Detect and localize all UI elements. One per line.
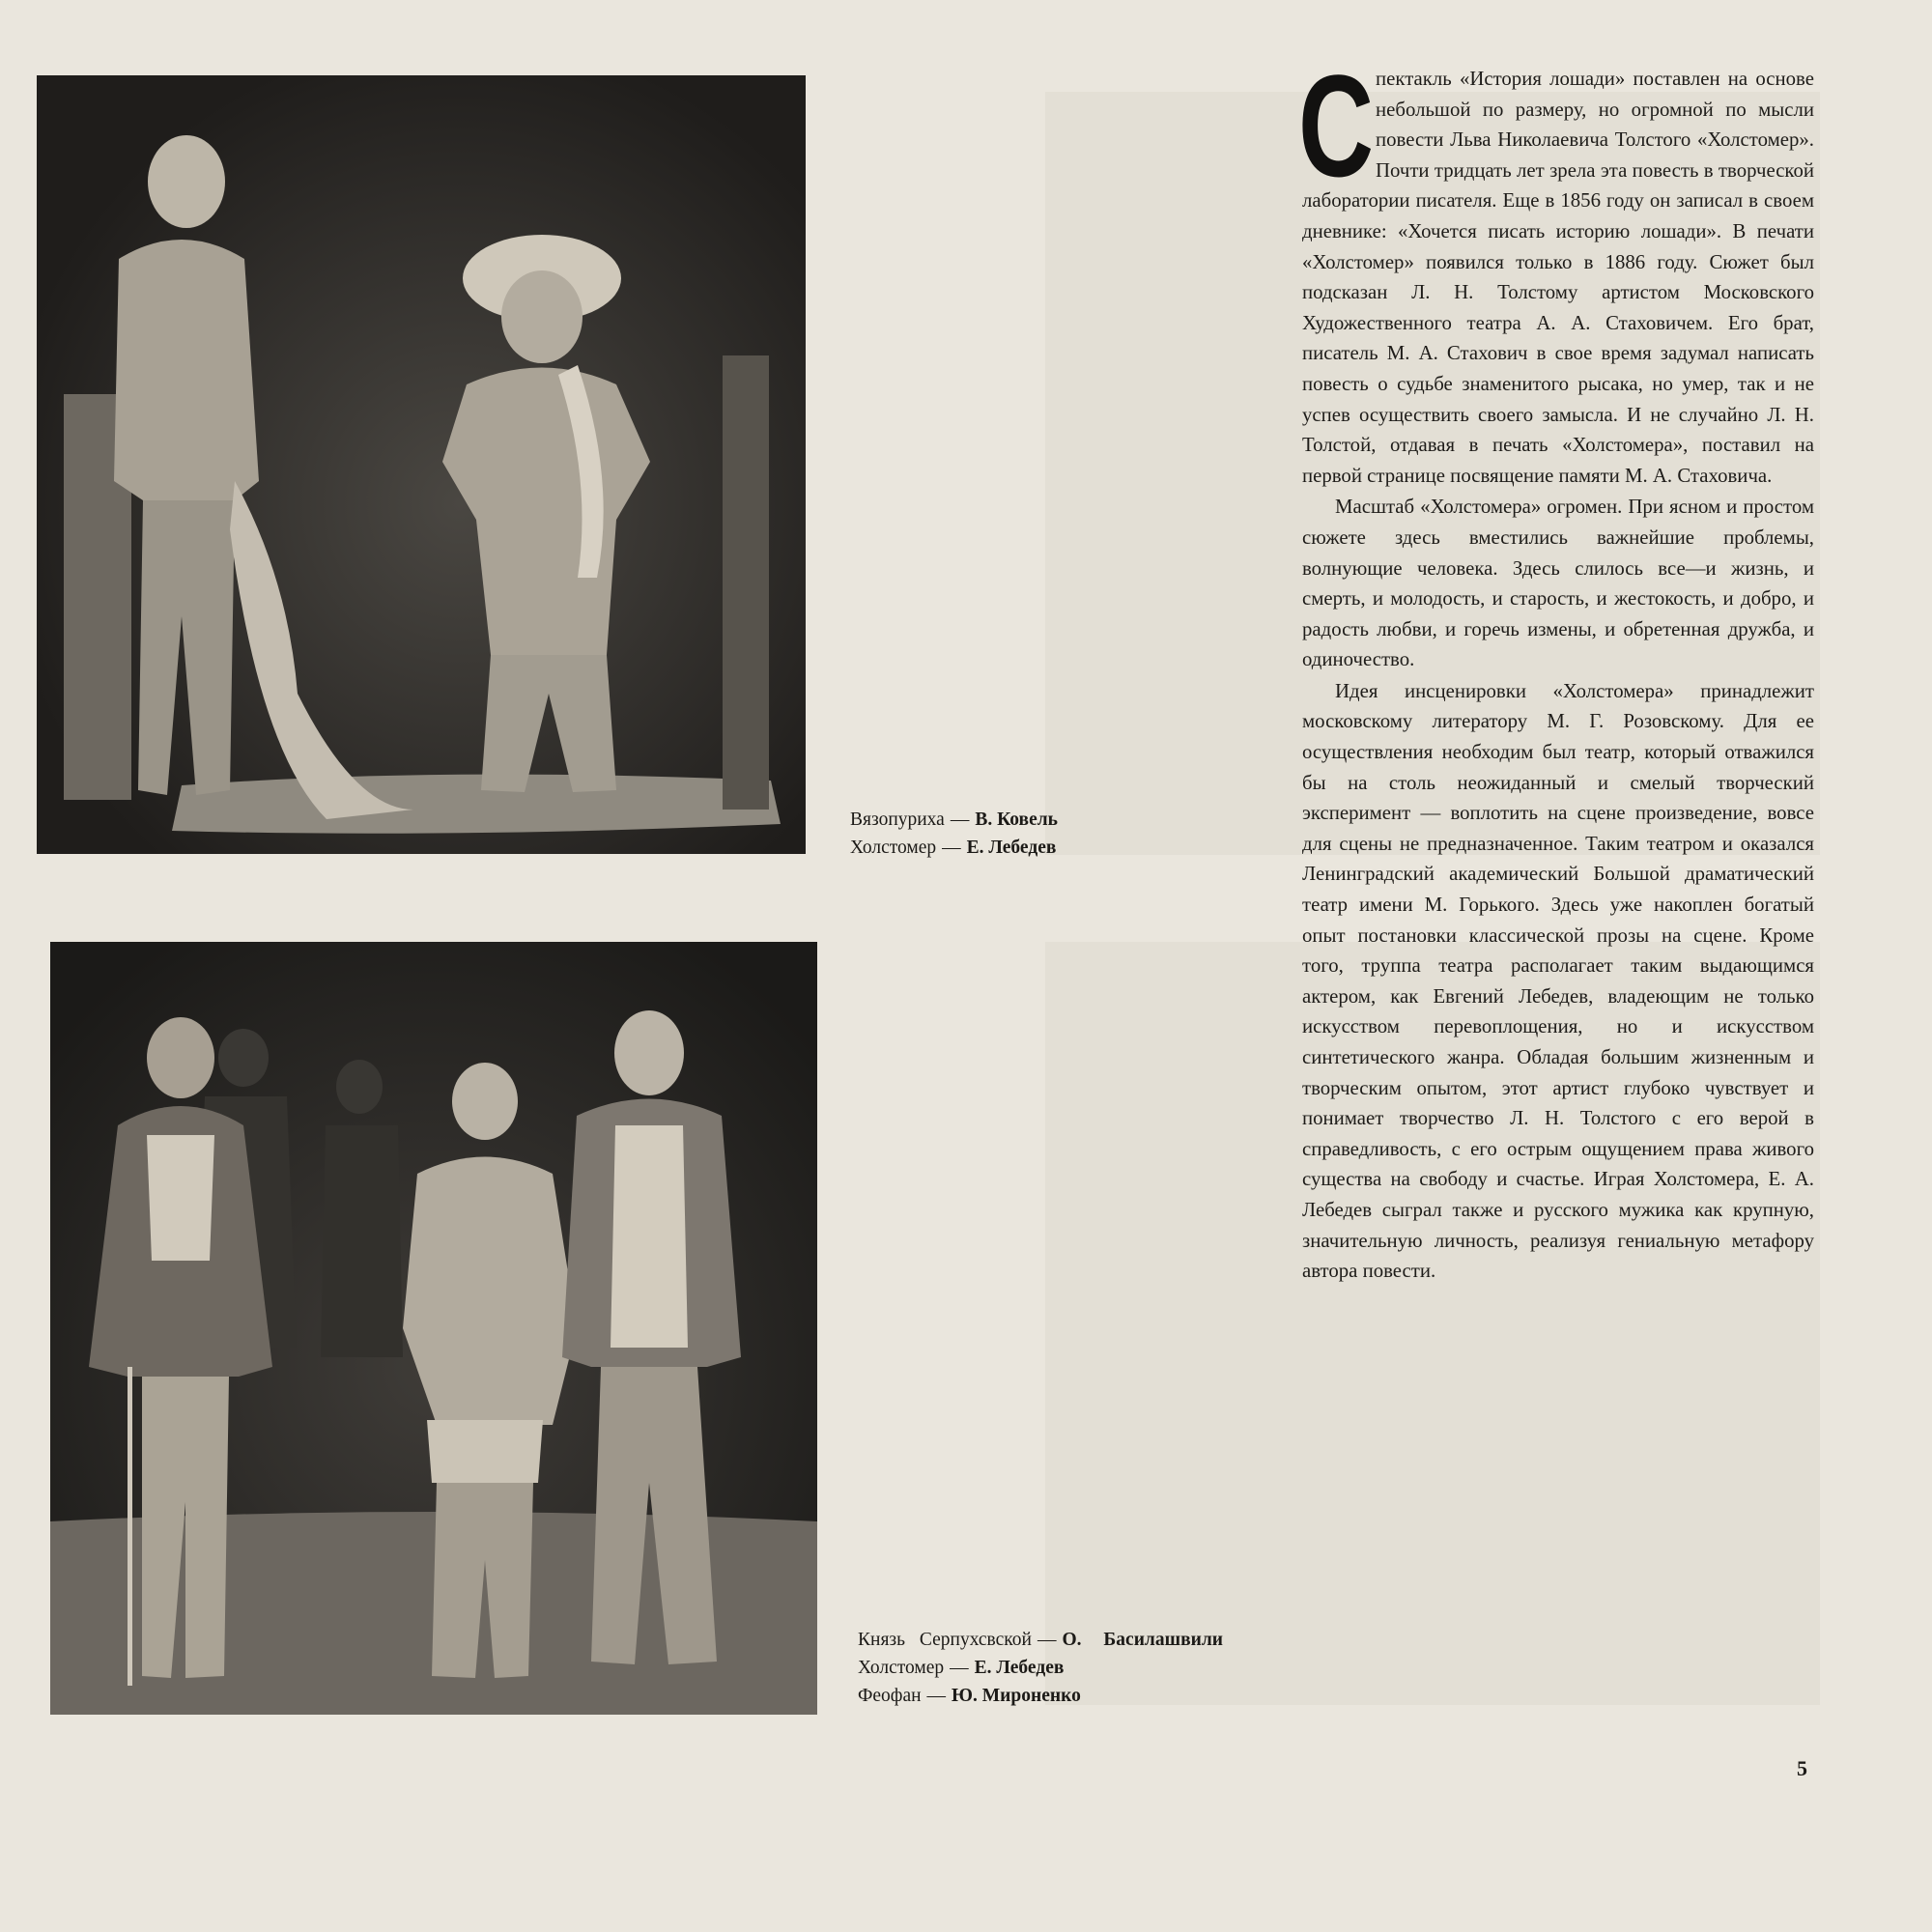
stage-photo-2	[50, 942, 817, 1715]
caption-line	[850, 834, 1198, 862]
caption-line	[858, 1654, 1293, 1682]
article-paragraph-2: Масштаб «Холстомера» огромен. При ясном и простом сюжете здесь вместились важнейшие проблемы, волнующие человека. Здесь слилось все—и жизнь, и смерть, и молодость, и старость, и жестокость, и добро, и радость любви, и горечь измены, и обретенная дружба, и одиночество.	[1302, 496, 1814, 671]
paragraph-1-text: пектакль «История лошади» поставлен на основе небольшой по размеру, но огромной по мысли повести Льва Николаевича Толстого «Холстомер». Почти тридцать лет зрела эта повесть в творческой лаборатории писателя. Еще в 1856 году он записал в своем дневнике: «Хочется писать историю лошади». В печати «Холстомер» появился только в 1886 году. Сюжет был подсказан Л. Н. Толстому артистом Московского Художественного театра А. А. Стаховичем. Его брат, писатель М. А. Стахович в свое время задумал написать повесть о судьбе знаменитого рысака, но умер, так и не успев осуществить своего замысла. И не случайно Л. Н. Толстой, отдавая в печать «Холстомера», поставил на первой странице посвящение памяти М. А. Стаховича.	[1302, 68, 1814, 487]
caption-line	[858, 1626, 1293, 1654]
caption-line	[858, 1682, 1293, 1710]
caption-line	[850, 806, 1198, 834]
caption-role: Князь Серпухсвской	[858, 1630, 1032, 1650]
caption-dash: —	[1037, 1630, 1057, 1650]
page-number: 5	[1797, 1756, 1807, 1780]
caption-role: Вязопуриха	[850, 810, 945, 830]
caption-role: Холстомер	[850, 838, 937, 858]
caption-dash: —	[942, 838, 961, 858]
drop-cap: С	[1298, 44, 1374, 207]
caption-actor: Е. Лебедев	[966, 838, 1057, 858]
stage-photo-1	[37, 75, 806, 854]
caption-actor: О. Басилашвили	[1062, 1630, 1224, 1650]
caption-dash: —	[950, 810, 970, 830]
caption-dash: —	[950, 1658, 969, 1678]
caption-role: Холстомер	[858, 1658, 945, 1678]
caption-actor: В. Ковель	[975, 810, 1058, 830]
caption-role: Феофан	[858, 1686, 922, 1706]
caption-actor: Ю. Мироненко	[952, 1686, 1081, 1706]
caption-dash: —	[926, 1686, 947, 1706]
caption-actor: Е. Лебедев	[974, 1658, 1065, 1678]
article-paragraph-3: Идея инсценировки «Холстомера» принадлежит московскому литератору М. Г. Розовскому. Для ее осуществления необходим был театр, который отважился бы на столь неожиданный и смелый творческий эксперимент — воплотить на сцене произведение, вовсе для сцены не предназначенное. Таким театром и оказался Ленинградский академический Большой драматический театр имени М. Горького. Здесь уже накоплен богатый опыт постановки классической прозы на сцене. Кроме того, труппа театра располагает таким выдающимся актером, как Евгений Лебедев, владеющим не только искусством перевоплощения, но и искусством синтетического жанра. Обладая большим жизненным и творческим опытом, этот артист глубоко чувствует и понимает творчество Л. Н. Толстого с его верой в справедливость, с его острым ощущением права живого существа на свободу и счастье. Играя Холстомера, Е. А. Лебедев сыграл также и русского мужика как крупную, значительную личность, реализуя гениальную метафору автора повести.	[1302, 679, 1814, 1283]
photo-2-caption	[858, 1626, 1293, 1710]
photo-1-caption	[850, 806, 1198, 862]
article-paragraph-1	[1298, 44, 1814, 491]
article-text	[1298, 44, 1814, 1288]
